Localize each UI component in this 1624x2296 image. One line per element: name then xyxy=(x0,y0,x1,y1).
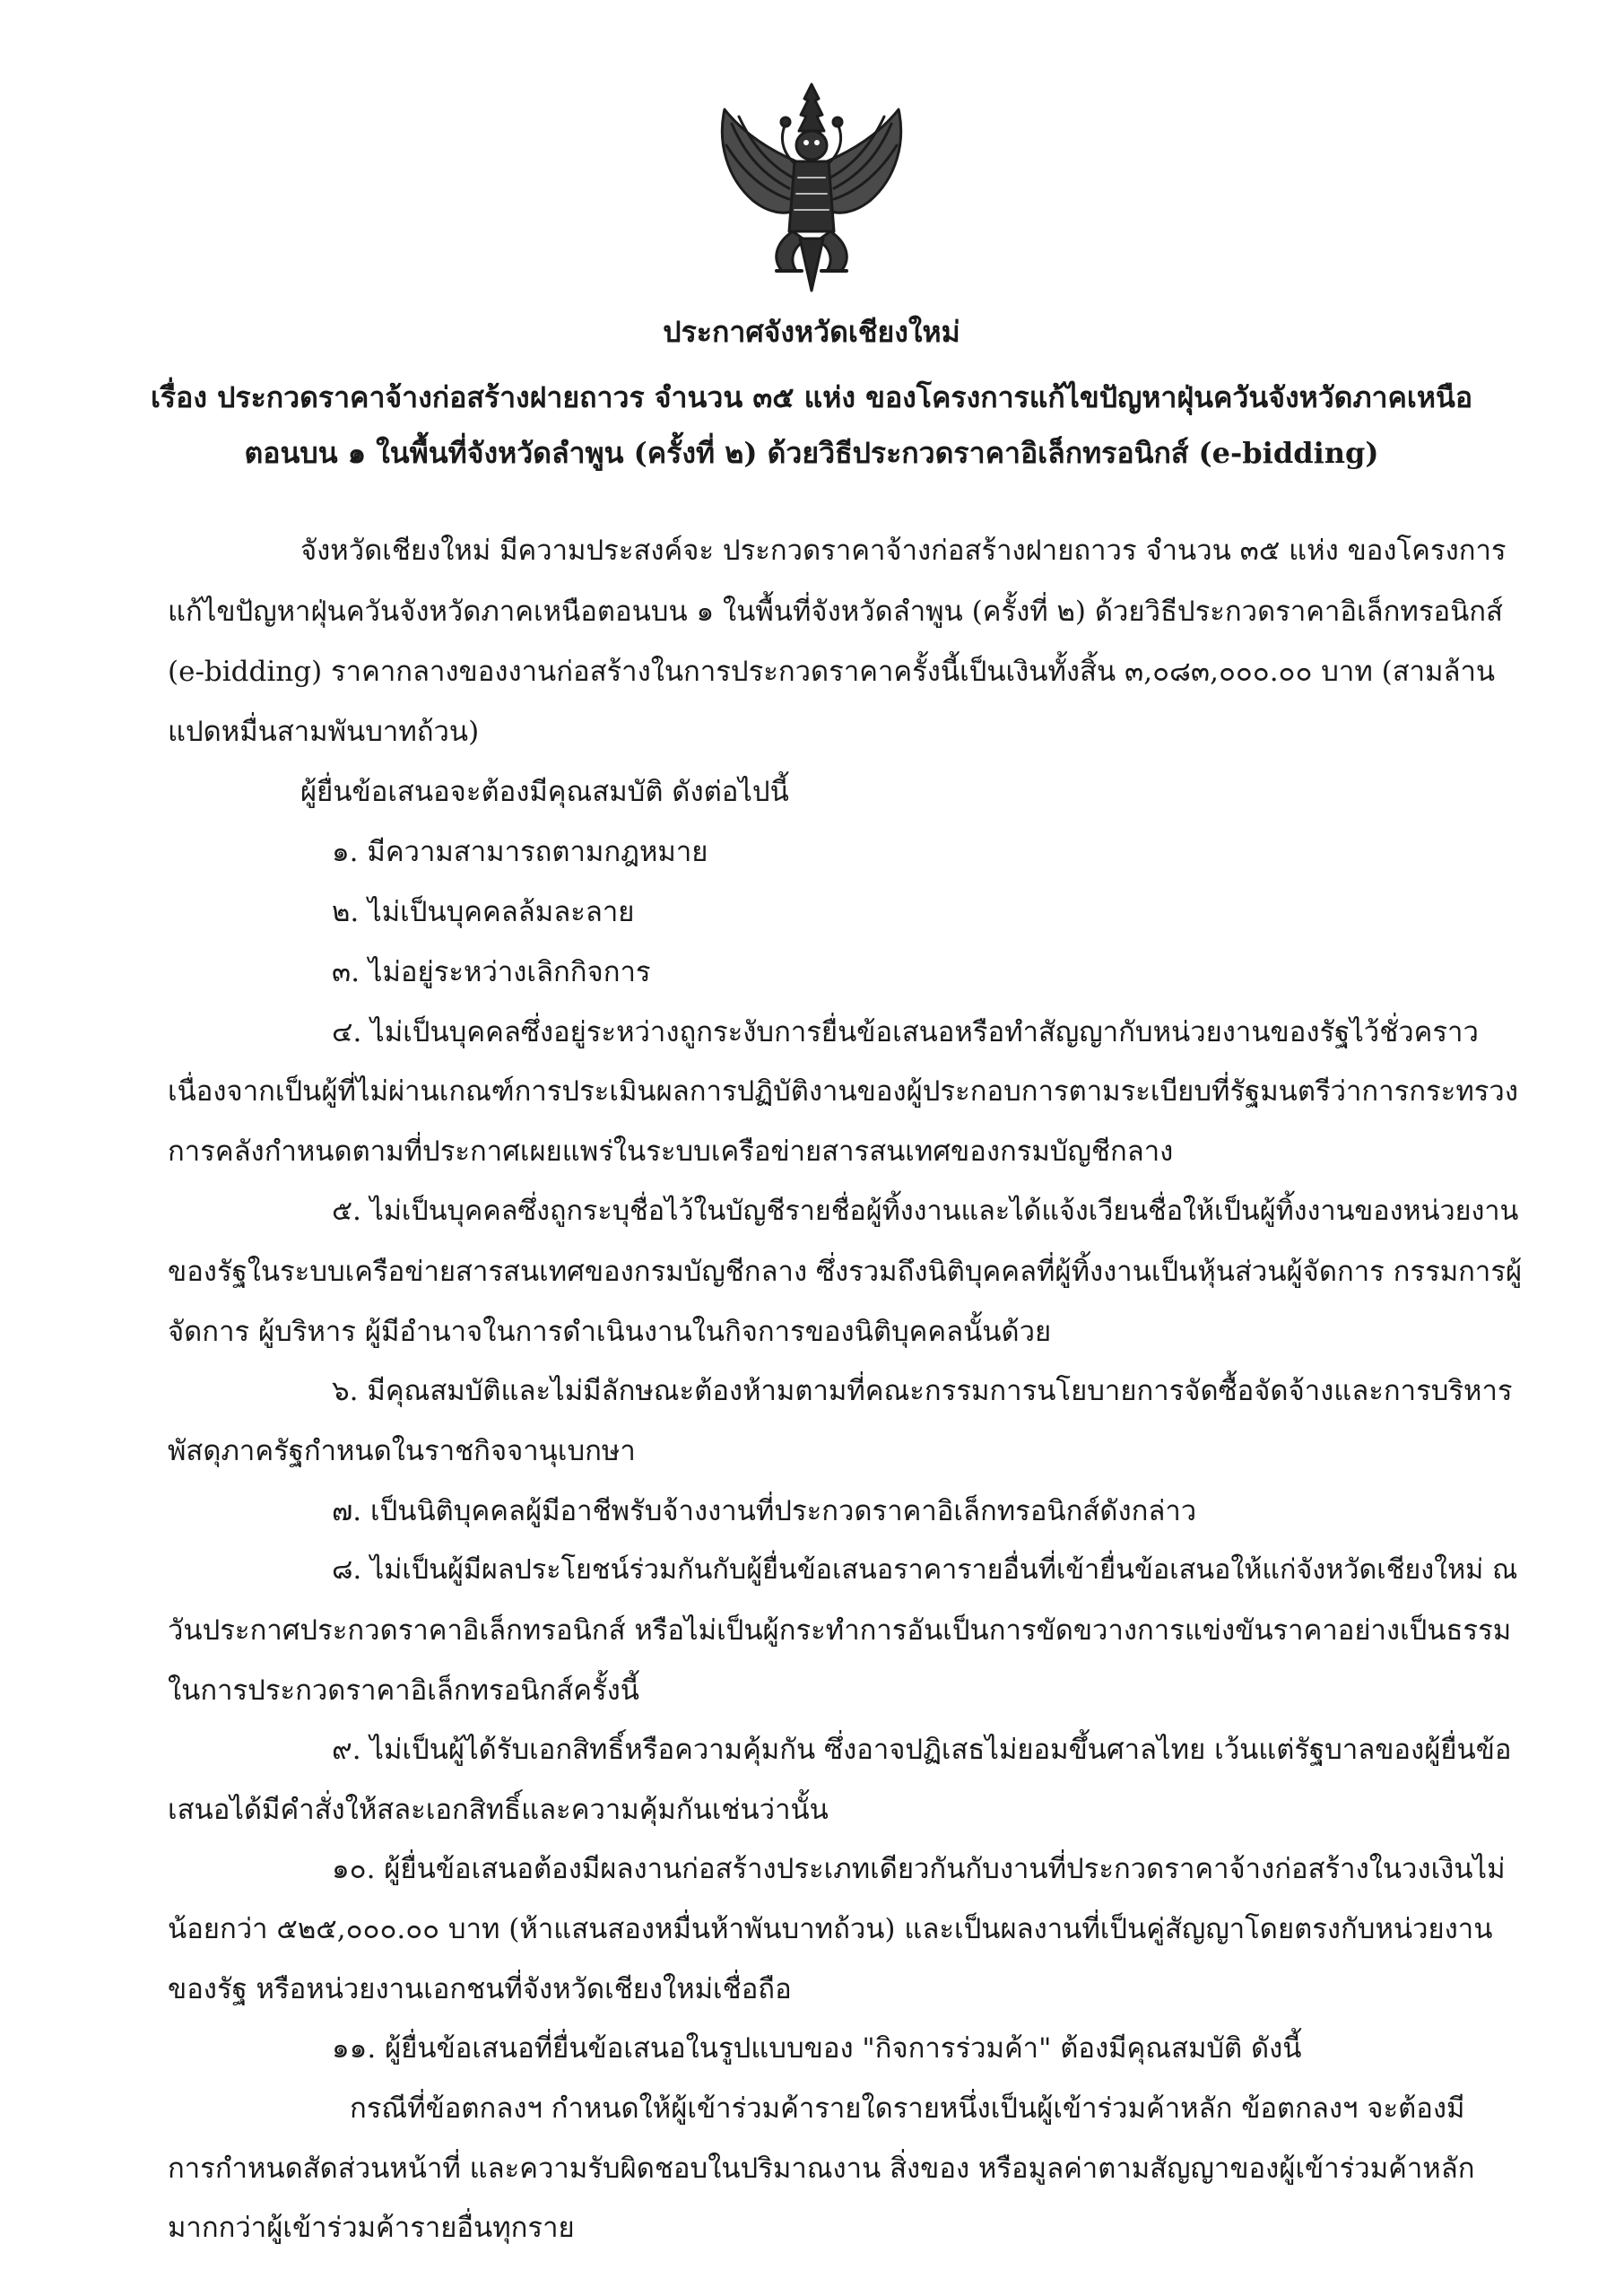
intro-line: แก้ไขปัญหาฝุ่นควันจังหวัดภาคเหนือตอนบน ๑ ในพื้นที่จังหวัดลำพูน (ครั้งที่ ๒) ด้วยวิธีประกวดราคาอิเล็กทรอนิกส์ xyxy=(168,596,1503,628)
qualification-item-8-cont: ในการประกวดราคาอิเล็กทรอนิกส์ครั้งนี้ xyxy=(168,1674,639,1707)
qualification-item-11-detail: กรณีที่ข้อตกลงฯ กำหนดให้ผู้เข้าร่วมค้ารายใดรายหนึ่งเป็นผู้เข้าร่วมค้าหลัก ข้อตกลงฯ จะต้องมี xyxy=(350,2092,1465,2125)
qualification-item-11-detail-cont: การกำหนดสัดส่วนหน้าที่ และความรับผิดชอบในปริมาณงาน สิ่งของ หรือมูลค่าตามสัญญาของผู้เข้าร่วมค้าหลัก xyxy=(168,2152,1475,2185)
qualification-item-4: ๔. ไม่เป็นบุคคลซึ่งอยู่ระหว่างถูกระงับการยื่นข้อเสนอหรือทำสัญญากับหน่วยงานของรัฐไว้ชั่วคราว xyxy=(332,1016,1479,1048)
qualification-item-10-cont: น้อยกว่า ๕๒๕,๐๐๐.๐๐ บาท (ห้าแสนสองหมื่นห้าพันบาทถ้วน) และเป็นผลงานที่เป็นคู่สัญญาโดยตรงกับหน่วยงาน xyxy=(168,1913,1493,1945)
qualification-item-1: ๑. มีความสามารถตามกฎหมาย xyxy=(332,836,708,868)
qualification-item-4-cont: เนื่องจากเป็นผู้ที่ไม่ผ่านเกณฑ์การประเมินผลการปฏิบัติงานของผู้ประกอบการตามระเบียบที่รัฐมนตรีว่าการกระทรวง xyxy=(168,1075,1518,1108)
intro-line: จังหวัดเชียงใหม่ มีความประสงค์จะ ประกวดราคาจ้างก่อสร้างฝายถาวร จำนวน ๓๕ แห่ง ของโครงการ xyxy=(300,535,1507,567)
qualifications-heading: ผู้ยื่นข้อเสนอจะต้องมีคุณสมบัติ ดังต่อไปนี้ xyxy=(300,776,789,808)
qualification-item-6: ๖. มีคุณสมบัติและไม่มีลักษณะต้องห้ามตามที่คณะกรรมการนโยบายการจัดซื้อจัดจ้างและการบริหาร xyxy=(332,1375,1513,1407)
intro-line: (e-bidding) ราคากลางของงานก่อสร้างในการประกวดราคาครั้งนี้เป็นเงินทั้งสิ้น ๓,๐๘๓,๐๐๐.๐๐ บาท (สามล้าน xyxy=(168,656,1496,688)
qualification-item-8-cont: วันประกาศประกวดราคาอิเล็กทรอนิกส์ หรือไม่เป็นผู้กระทำการอันเป็นการขัดขวางการแข่งขันราคาอย่างเป็นธรรม xyxy=(168,1614,1512,1647)
qualification-item-10-cont: ของรัฐ หรือหน่วยงานเอกชนที่จังหวัดเชียงใหม่เชื่อถือ xyxy=(168,1973,792,2005)
qualification-item-8: ๘. ไม่เป็นผู้มีผลประโยชน์ร่วมกันกับผู้ยื่นข้อเสนอราคารายอื่นที่เข้ายื่นข้อเสนอให้แก่จังหวัดเชียงใหม่ ณ xyxy=(332,1554,1518,1586)
qualification-item-5: ๕. ไม่เป็นบุคคลซึ่งถูกระบุชื่อไว้ในบัญชีรายชื่อผู้ทิ้งงานและได้แจ้งเวียนชื่อให้เป็นผู้ทิ้งงานของหน่วยงาน xyxy=(332,1196,1519,1227)
announcement-title: ประกาศจังหวัดเชียงใหม่ xyxy=(663,315,960,349)
qualification-item-5-cont: ของรัฐในระบบเครือข่ายสารสนเทศของกรมบัญชีกลาง ซึ่งรวมถึงนิติบุคคลที่ผู้ทิ้งงานเป็นหุ้นส่วนผู้จัดการ กรรมการผู้ xyxy=(168,1256,1523,1288)
intro-line: แปดหมื่นสามพันบาทถ้วน) xyxy=(168,716,480,748)
qualification-item-10: ๑๐. ผู้ยื่นข้อเสนอต้องมีผลงานก่อสร้างประเภทเดียวกันกับงานที่ประกวดราคาจ้างก่อสร้างในวงเงินไม่ xyxy=(332,1853,1506,1885)
qualification-item-6-cont: พัสดุภาครัฐกำหนดในราชกิจจานุเบกษา xyxy=(168,1435,636,1467)
qualification-item-7: ๗. เป็นนิติบุคคลผู้มีอาชีพรับจ้างงานที่ประกวดราคาอิเล็กทรอนิกส์ดังกล่าว xyxy=(332,1495,1197,1527)
qualification-item-2: ๒. ไม่เป็นบุคคลล้มละลาย xyxy=(332,896,635,928)
qualification-item-11: ๑๑. ผู้ยื่นข้อเสนอที่ยื่นข้อเสนอในรูปแบบของ "กิจการร่วมค้า" ต้องมีคุณสมบัติ ดังนี้ xyxy=(332,2032,1302,2065)
qualification-item-3: ๓. ไม่อยู่ระหว่างเลิกกิจการ xyxy=(332,956,651,988)
qualification-item-4-cont: การคลังกำหนดตามที่ประกาศเผยแพร่ในระบบเครือข่ายสารสนเทศของกรมบัญชีกลาง xyxy=(168,1135,1174,1168)
qualification-item-11-detail-cont: มากกว่าผู้เข้าร่วมค้ารายอื่นทุกราย xyxy=(168,2212,575,2244)
announcement-subject-line-2: ตอนบน ๑ ในพื้นที่จังหวัดลำพูน (ครั้งที่ ๒) ด้วยวิธีประกวดราคาอิเล็กทรอนิกส์ (e-bidding) xyxy=(244,436,1379,470)
qualification-item-9: ๙. ไม่เป็นผู้ได้รับเอกสิทธิ์หรือความคุ้มกัน ซึ่งอาจปฏิเสธไม่ยอมขึ้นศาลไทย เว้นแต่รัฐบาลของผู้ยื่นข้อ xyxy=(332,1734,1512,1766)
garuda-emblem-icon xyxy=(699,79,924,294)
qualification-item-9-cont: เสนอได้มีคำสั่งให้สละเอกสิทธิ์และความคุ้มกันเช่นว่านั้น xyxy=(168,1794,829,1826)
announcement-subject-line-1: เรื่อง ประกวดราคาจ้างก่อสร้างฝายถาวร จำนวน ๓๕ แห่ง ของโครงการแก้ไขปัญหาฝุ่นควันจังหวัดภาคเหนือ xyxy=(150,380,1473,414)
qualification-item-5-cont: จัดการ ผู้บริหาร ผู้มีอำนาจในการดำเนินงานในกิจการของนิติบุคคลนั้นด้วย xyxy=(168,1316,1052,1348)
